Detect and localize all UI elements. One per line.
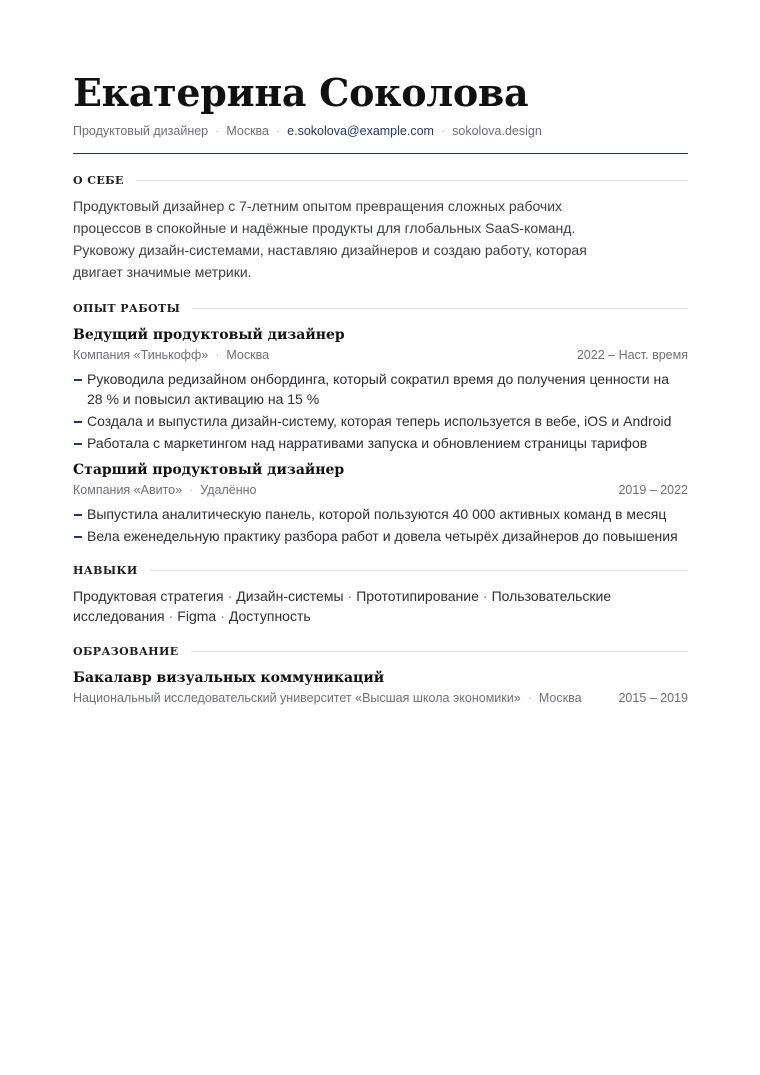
- section-skills-heading: [73, 562, 688, 578]
- company-name: Компания «Тинькофф»: [73, 348, 209, 362]
- section-label: НАВЫКИ: [73, 563, 138, 577]
- education-meta: [73, 689, 688, 707]
- section-divider: [136, 180, 688, 181]
- job-location: Удалённо: [200, 483, 257, 497]
- separator-dot: ·: [440, 124, 446, 138]
- achievement-item: Работала с маркетингом над нарративами запуска и обновлением страницы тарифов: [73, 433, 688, 453]
- achievement-item: Выпустила аналитическую панель, которой пользуются 40 000 активных команд в месяц: [73, 504, 688, 524]
- section-education-heading: [73, 643, 688, 659]
- city-label: Москва: [226, 124, 269, 138]
- website-link[interactable]: sokolova.design: [452, 124, 542, 138]
- skill-item: Продуктовая стратегия: [73, 588, 224, 604]
- separator-dot: ·: [276, 124, 281, 138]
- job-dates: 2019 – 2022: [618, 483, 688, 497]
- section-about-heading: [73, 172, 688, 188]
- separator-dot: ·: [215, 348, 220, 362]
- job-title: Старший продуктовый дизайнер: [73, 462, 345, 478]
- job-title: Ведущий продуктовый дизайнер: [73, 327, 345, 343]
- education-dates: 2015 – 2019: [618, 691, 688, 705]
- skills-list: Продуктовая стратегия · Дизайн-системы · Прототипирование · Пользовательские исследования · Figma · Доступность: [73, 588, 612, 624]
- skill-item: Доступность: [228, 608, 311, 624]
- candidate-name: Екатерина Соколова: [73, 70, 529, 115]
- job-entry: [73, 460, 688, 546]
- skill-item: Прототипирование: [356, 588, 479, 604]
- job-achievements: [73, 369, 688, 453]
- skill-item: Дизайн-системы: [236, 588, 344, 604]
- section-label: О СЕБЕ: [73, 173, 124, 187]
- job-meta: [73, 481, 688, 499]
- contact-line: [73, 122, 688, 140]
- section-label: ОПЫТ РАБОТЫ: [73, 301, 181, 315]
- achievement-item: Создала и выпустила дизайн-систему, которая теперь используется в вебе, iOS и Android: [73, 411, 688, 431]
- email-link[interactable]: e.sokolova@example.com: [287, 124, 434, 138]
- job-entry: [73, 325, 688, 453]
- section-experience-heading: [73, 300, 688, 316]
- section-divider: [191, 651, 688, 652]
- degree-title: Бакалавр визуальных коммуникаций: [73, 670, 385, 686]
- job-meta: [73, 346, 688, 364]
- job-title-label: Продуктовый дизайнер: [73, 124, 209, 138]
- section-label: ОБРАЗОВАНИЕ: [73, 644, 179, 658]
- education-location: Москва: [538, 691, 582, 705]
- header-divider: [73, 153, 688, 154]
- achievement-item: Вела еженедельную практику разбора работ и довела четырёх дизайнеров до повышения: [73, 526, 688, 546]
- section-divider: [150, 570, 688, 571]
- company-name: Компания «Авито»: [73, 483, 183, 497]
- separator-dot: ·: [527, 691, 532, 705]
- about-text: Продуктовый дизайнер с 7-летним опытом превращения сложных рабочих процессов в спокойные и надёжные продукты для глобальных SaaS-команд. Руковожу дизайн-системами, наставляю дизайнеров и создаю работу, которая двигает значимые метрики.: [73, 198, 587, 280]
- section-divider: [192, 308, 688, 309]
- skill-item: Пользовательские исследования: [73, 588, 612, 624]
- job-achievements: [73, 504, 688, 546]
- separator-dot: ·: [189, 483, 194, 497]
- job-dates: 2022 – Наст. время: [576, 348, 688, 362]
- separator-dot: ·: [215, 124, 220, 138]
- education-entry: [73, 668, 688, 707]
- skill-item: Figma: [177, 608, 217, 624]
- achievement-item: Руководила редизайном онбординга, который сократил время до получения ценности на 28 % и повысил активацию на 15 %: [73, 369, 688, 409]
- school-name: Национальный исследовательский университет «Высшая школа экономики»: [73, 691, 521, 705]
- job-location: Москва: [226, 348, 270, 362]
